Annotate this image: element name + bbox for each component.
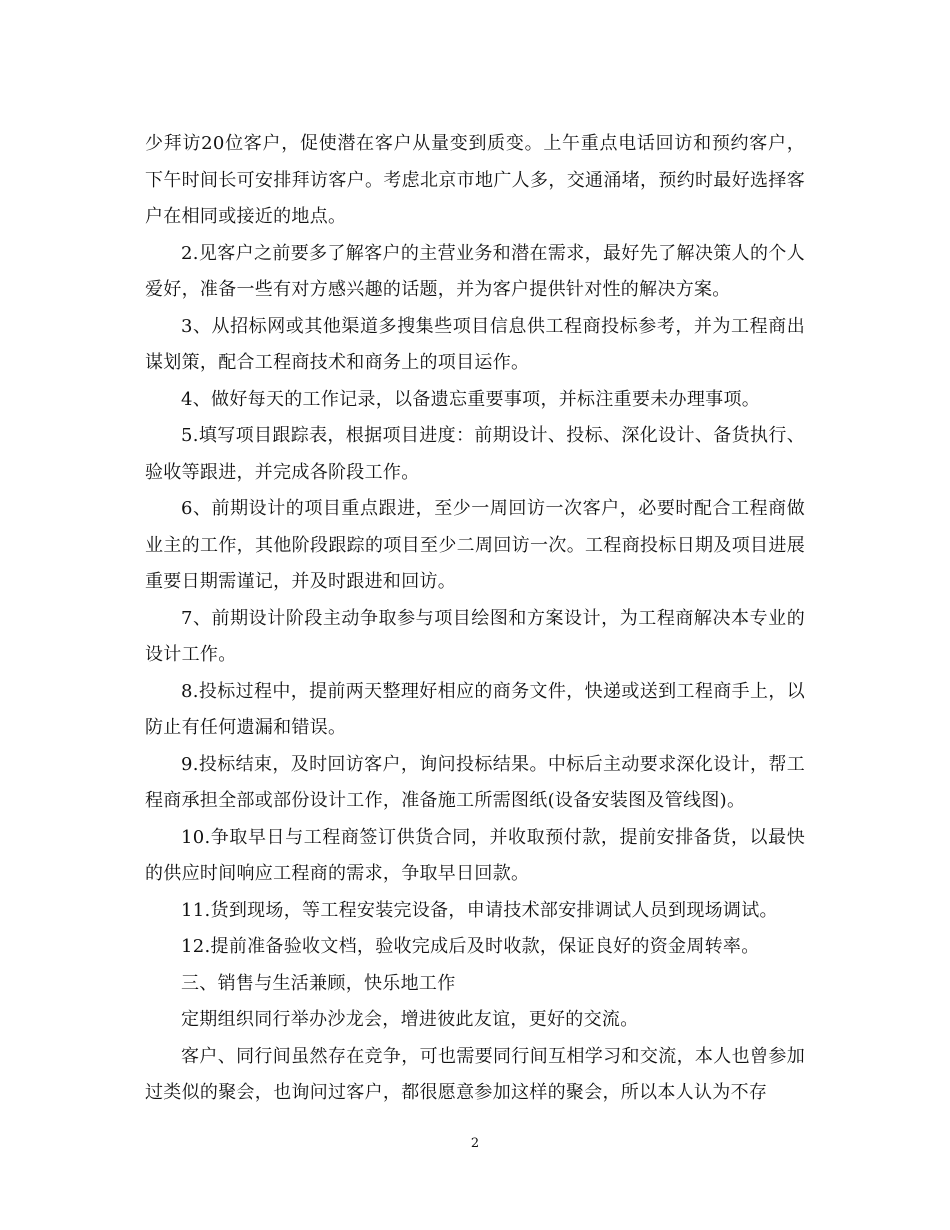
paragraph-9: 9.投标结束，及时回访客户，询问投标结果。中标后主动要求深化设计，帮工程商承担全部或部份设计工作，准备施工所需图纸(设备安装图及管线图)。 bbox=[145, 753, 805, 811]
paragraph-4: 4、做好每天的工作记录，以备遗忘重要事项，并标注重要未办理事项。 bbox=[181, 388, 761, 410]
paragraph-3: 3、从招标网或其他渠道多搜集些项目信息供工程商投标参考，并为工程商出谋划策，配合工程商技术和商务上的项目运作。 bbox=[145, 315, 805, 373]
paragraph-6: 6、前期设计的项目重点跟进，至少一周回访一次客户，必要时配合工程商做业主的工作，其他阶段跟踪的项目至少二周回访一次。工程商投标日期及项目进展重要日期需谨记，并及时跟进和回访。 bbox=[145, 498, 805, 592]
paragraph-12: 12.提前准备验收文档，验收完成后及时收款，保证良好的资金周转率。 bbox=[181, 936, 760, 957]
document-body bbox=[145, 126, 805, 1112]
paragraph-8: 8.投标过程中，提前两天整理好相应的商务文件，快递或送到工程商手上，以防止有任何遗漏和错误。 bbox=[145, 680, 805, 738]
paragraph-5: 5.填写项目跟踪表，根据项目进度：前期设计、投标、深化设计、备货执行、验收等跟进，并完成各阶段工作。 bbox=[145, 425, 805, 483]
paragraph-10: 10.争取早日与工程商签订供货合同，并收取预付款，提前安排备货，以最快的供应时间响应工程商的需求，争取早日回款。 bbox=[145, 826, 805, 884]
page-number: 2 bbox=[470, 1136, 480, 1151]
paragraph-14: 客户、同行间虽然存在竞争，可也需要同行间互相学习和交流，本人也曾参加过类似的聚会，也询问过客户，都很愿意参加这样的聚会，所以本人认为不存 bbox=[145, 1045, 805, 1103]
paragraph-13: 定期组织同行举办沙龙会，增进彼此友谊，更好的交流。 bbox=[181, 1009, 639, 1030]
paragraph-7: 7、前期设计阶段主动争取参与项目绘图和方案设计，为工程商解决本专业的设计工作。 bbox=[145, 607, 805, 665]
paragraph-1: 少拜访20位客户，促使潜在客户从量变到质变。上午重点电话回访和预约客户，下午时间长可安排拜访客户。考虑北京市地广人多，交通涌堵，预约时最好选择客户在相同或接近的地点。 bbox=[145, 133, 805, 227]
paragraph-2: 2.见客户之前要多了解客户的主营业务和潜在需求，最好先了解决策人的个人爱好，准备一些有对方感兴趣的话题，并为客户提供针对性的解决方案。 bbox=[145, 242, 805, 300]
section-heading: 三、销售与生活兼顾，快乐地工作 bbox=[181, 972, 456, 994]
paragraph-11: 11.货到现场，等工程安装完设备，申请技术部安排调试人员到现场调试。 bbox=[181, 899, 778, 921]
